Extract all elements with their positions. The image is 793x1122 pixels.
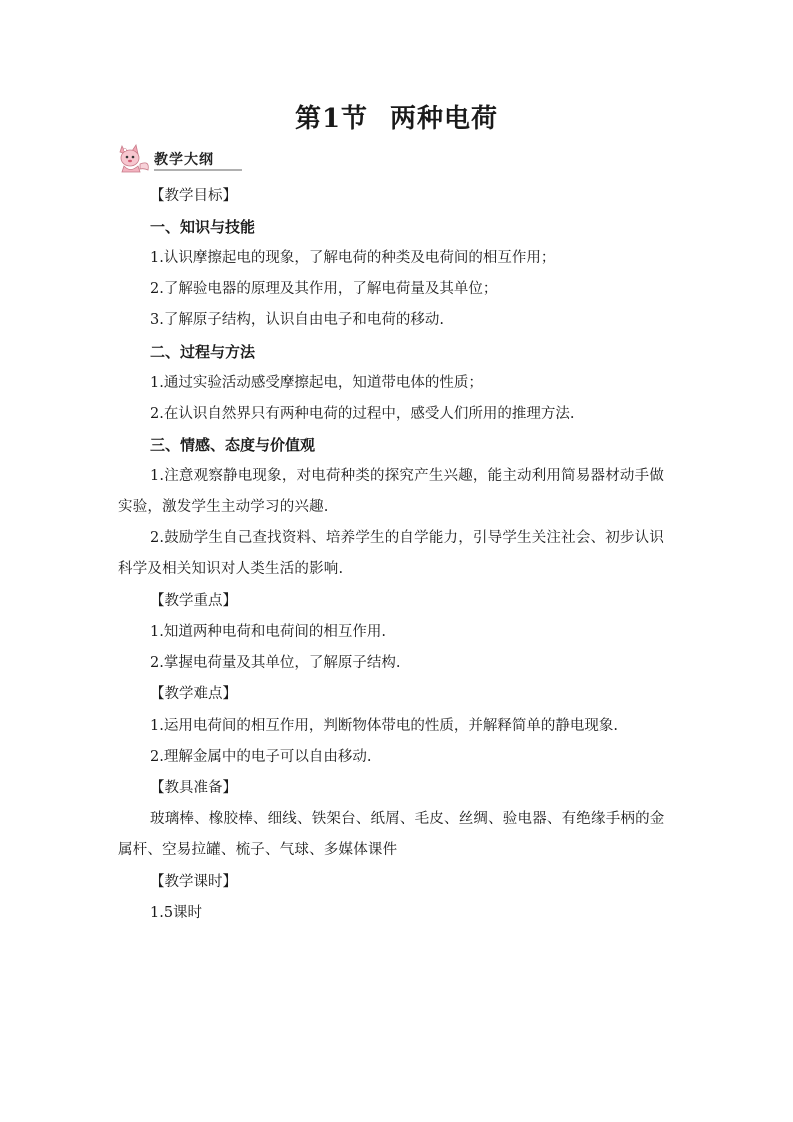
- title-prefix: 第1节: [294, 104, 369, 134]
- difficult-item: 1.运用电荷间的相互作用，判断物体带电的性质，并解释简单的静电现象.: [150, 718, 618, 734]
- syllabus-badge: [116, 142, 242, 174]
- key-points-heading: 【教学重点】: [150, 593, 237, 609]
- key-item: 2.掌握电荷量及其单位，了解原子结构.: [150, 655, 401, 671]
- hours-text: 1.5课时: [150, 905, 203, 921]
- attitude-heading: 三、情感、态度与价值观: [150, 436, 316, 454]
- badge-underline: [154, 169, 242, 171]
- process-item: 1.通过实验活动感受摩擦起电，知道带电体的性质；: [150, 375, 483, 391]
- key-item: 1.知道两种电荷和电荷间的相互作用.: [150, 624, 386, 640]
- page-title: [0, 98, 793, 135]
- knowledge-heading: 一、知识与技能: [150, 218, 256, 236]
- goals-heading: 【教学目标】: [150, 188, 237, 204]
- knowledge-item: 3.了解原子结构，认识自由电子和电荷的移动.: [150, 312, 444, 328]
- attitude-item: 2.鼓励学生自己查找资料、培养学生的自学能力，引导学生关注社会、初步认识科学及相关知识对人类生活的影响.: [118, 530, 665, 577]
- equipment-text: 玻璃棒、橡胶棒、细线、铁架台、纸屑、毛皮、丝绸、验电器、有绝缘手柄的金属杆、空易拉罐、梳子、气球、多媒体课件: [118, 811, 665, 858]
- process-heading: 二、过程与方法: [150, 343, 256, 361]
- difficult-item: 2.理解金属中的电子可以自由移动.: [150, 749, 372, 765]
- knowledge-item: 2.了解验电器的原理及其作用，了解电荷量及其单位；: [150, 281, 498, 297]
- fox-mascot-icon: [116, 142, 154, 174]
- badge-label: 教学大纲: [154, 152, 214, 168]
- equipment-heading: 【教具准备】: [150, 780, 237, 796]
- attitude-item: 1.注意观察静电现象，对电荷种类的探究产生兴趣，能主动利用简易器材动手做实验，激发学生主动学习的兴趣.: [118, 468, 665, 515]
- title-main: 两种电荷: [390, 104, 499, 134]
- difficulties-heading: 【教学难点】: [150, 686, 237, 702]
- process-item: 2.在认识自然界只有两种电荷的过程中，感受人们所用的推理方法.: [150, 406, 575, 422]
- hours-heading: 【教学课时】: [150, 874, 237, 890]
- knowledge-item: 1.认识摩擦起电的现象，了解电荷的种类及电荷间的相互作用；: [150, 250, 556, 266]
